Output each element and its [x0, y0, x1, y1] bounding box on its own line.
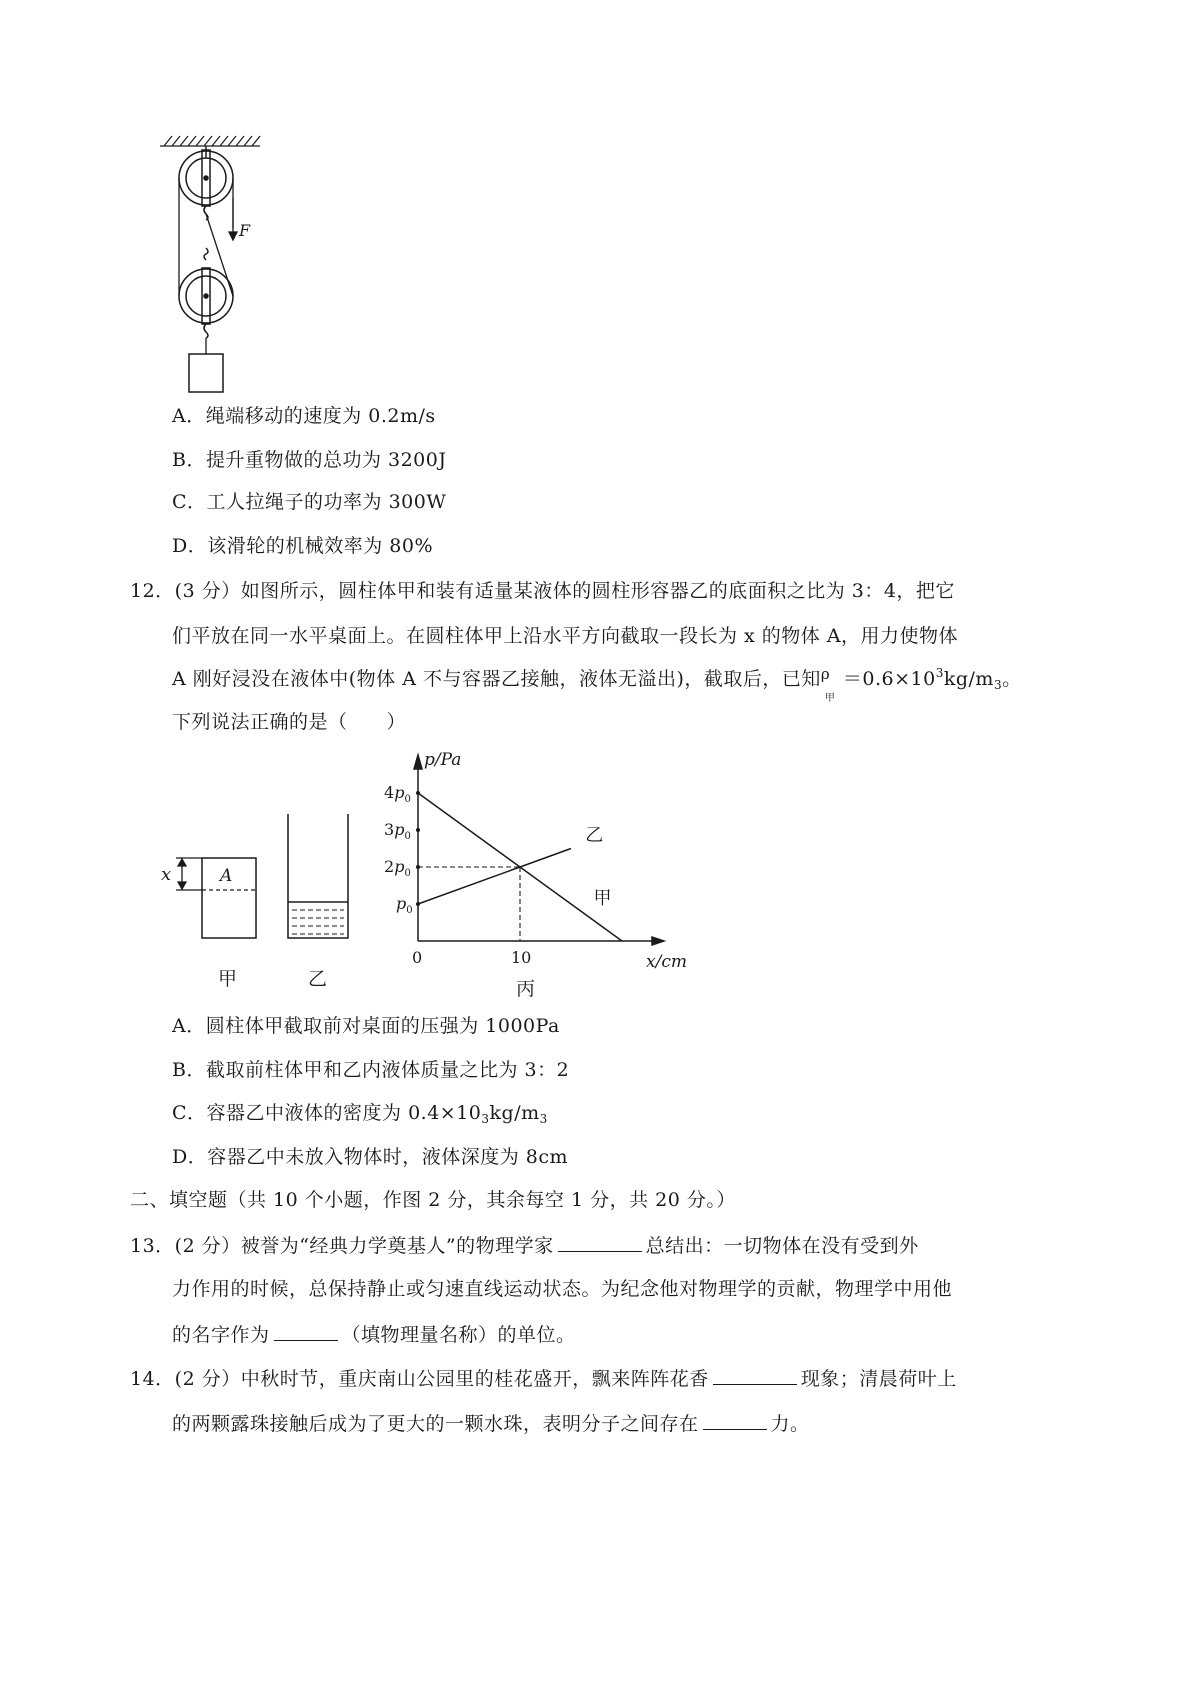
option-text: 截取前柱体甲和乙内液体质量之比为 3：2 — [205, 1059, 570, 1081]
question-number: 12．(3 分） — [130, 580, 241, 602]
force-label: F — [239, 221, 251, 240]
option-letter: A． — [172, 405, 206, 427]
q12-option-a — [172, 1013, 560, 1039]
question-text: 们平放在同一水平桌面上。在圆柱体甲上沿水平方向截取一段长为 x 的物体 A，用力使物体 — [172, 625, 959, 647]
q11-option-d — [172, 533, 433, 559]
exponent: 3 — [935, 666, 944, 680]
axes — [414, 755, 664, 945]
fixed-pulley — [179, 146, 233, 220]
rho-symbol: ρ — [820, 665, 831, 683]
q12-option-b — [172, 1057, 569, 1083]
y-tick-dot — [416, 791, 420, 795]
movable-pulley — [179, 248, 233, 338]
q12-line-3 — [172, 665, 1022, 704]
question-text: 力作用的时候，总保持静止或匀速直线运动状态。为纪念他对物理学的贡献，物理学中用他 — [172, 1278, 953, 1300]
question-text: 的名字作为 — [172, 1324, 270, 1346]
q12-line-1 — [130, 578, 955, 604]
ceiling-hatch — [160, 136, 260, 146]
option-text: 容器乙中液体的密度为 0.4×10 — [206, 1102, 482, 1124]
question-text: 如图所示，圆柱体甲和装有适量某液体的圆柱形容器乙的底面积之比为 3：4，把它 — [240, 580, 955, 602]
q11-option-c — [172, 489, 446, 515]
question-text: 现象；清晨荷叶上 — [800, 1368, 957, 1390]
option-text: 该滑轮的机械效率为 80% — [207, 535, 434, 557]
option-letter: D． — [172, 1146, 208, 1168]
pulley-figure — [160, 128, 280, 398]
answer-blank[interactable] — [274, 1320, 338, 1341]
series-label-jia: 甲 — [593, 888, 612, 909]
option-letter: D． — [172, 535, 208, 557]
x-tick-label: 10 — [511, 948, 532, 967]
question-text: 的两颗露珠接触后成为了更大的一颗水珠，表明分子之间存在 — [172, 1413, 699, 1435]
x-dimension-arrow — [176, 858, 202, 890]
question-text: （填物理量名称）的单位。 — [341, 1324, 576, 1346]
q11-option-a — [172, 403, 436, 429]
a-label: A — [220, 866, 233, 886]
q13-line-3 — [172, 1320, 576, 1348]
series-label-yi: 乙 — [585, 825, 604, 847]
unit-exponent: 3 — [539, 1112, 548, 1126]
y-axis-label: p/Pa — [424, 750, 462, 770]
option-unit: kg/m — [489, 1102, 540, 1124]
x-axis-label: x/cm — [646, 952, 687, 972]
q12-line-4 — [172, 709, 406, 735]
jia-caption: 甲 — [218, 968, 238, 990]
option-text: 工人拉绳子的功率为 300W — [206, 491, 447, 513]
option-text: 提升重物做的总功为 3200J — [205, 449, 447, 471]
question-text: A 刚好浸没在液体中(物体 A 不与容器乙接触，液体无溢出)，截取后，已知 — [172, 668, 821, 690]
q12-pressure-graph — [380, 745, 710, 1005]
question-text: 力。 — [770, 1413, 810, 1435]
question-number: 14．(2 分） — [130, 1368, 241, 1390]
q12-cylinder-figure — [158, 810, 368, 1000]
question-text: 下列说法正确的是（ ） — [172, 711, 407, 733]
weight-block — [189, 354, 223, 392]
q12-option-c — [172, 1100, 548, 1128]
answer-blank[interactable] — [703, 1409, 767, 1430]
density-value: ＝0.6×10 — [842, 668, 936, 690]
q14-line-2 — [172, 1409, 810, 1437]
option-letter: C． — [172, 1102, 207, 1124]
q14-line-1 — [130, 1364, 957, 1392]
exponent: 3 — [481, 1112, 490, 1126]
y-tick-dot — [416, 865, 420, 869]
container-yi — [288, 814, 348, 938]
y-tick-dot — [416, 902, 420, 906]
question-number: 13．(2 分） — [130, 1235, 241, 1257]
y-tick-label: $p_0$ — [396, 894, 413, 916]
q13-line-1 — [130, 1231, 919, 1259]
option-letter: B． — [172, 1059, 206, 1081]
option-text: 绳端移动的速度为 0.2m/s — [205, 405, 436, 427]
question-text: 被誉为“经典力学奠基人”的物理学家 — [240, 1235, 554, 1257]
option-text: 圆柱体甲截取前对桌面的压强为 1000Pa — [205, 1015, 560, 1037]
q12-line-2 — [172, 623, 958, 649]
option-letter: B． — [172, 449, 206, 471]
question-text: 总结出：一切物体在没有受到外 — [645, 1235, 919, 1257]
unit-exponent: 3 — [993, 678, 1003, 692]
option-text: 容器乙中未放入物体时，液体深度为 8cm — [207, 1146, 569, 1168]
answer-blank[interactable] — [713, 1364, 797, 1385]
x-label: x — [161, 864, 172, 885]
y-tick-label: $2p_0$ — [384, 857, 411, 879]
question-text: 中秋时节，重庆南山公园里的桂花盛开，飘来阵阵花香 — [240, 1368, 709, 1390]
rho-subscript: 甲 — [824, 693, 836, 704]
density-unit: kg/m — [943, 668, 994, 690]
q13-line-2 — [172, 1276, 952, 1302]
section-heading: 二、填空题（共 10 个小题，作图 2 分，其余每空 1 分，共 20 分。） — [130, 1189, 736, 1211]
y-tick-label: $3p_0$ — [384, 820, 411, 842]
option-letter: C． — [172, 491, 207, 513]
yi-caption: 乙 — [308, 968, 328, 990]
option-letter: A． — [172, 1015, 206, 1037]
force-arrow — [229, 198, 237, 240]
x-tick-label: 0 — [412, 948, 423, 967]
y-tick-label: $4p_0$ — [384, 783, 411, 805]
answer-blank[interactable] — [558, 1231, 642, 1252]
y-tick-dot — [416, 828, 420, 832]
q12-option-d — [172, 1144, 568, 1170]
punctuation: 。 — [1002, 668, 1022, 690]
bing-caption: 丙 — [516, 978, 536, 1000]
q11-option-b — [172, 447, 446, 473]
series-line-yi — [418, 849, 571, 905]
